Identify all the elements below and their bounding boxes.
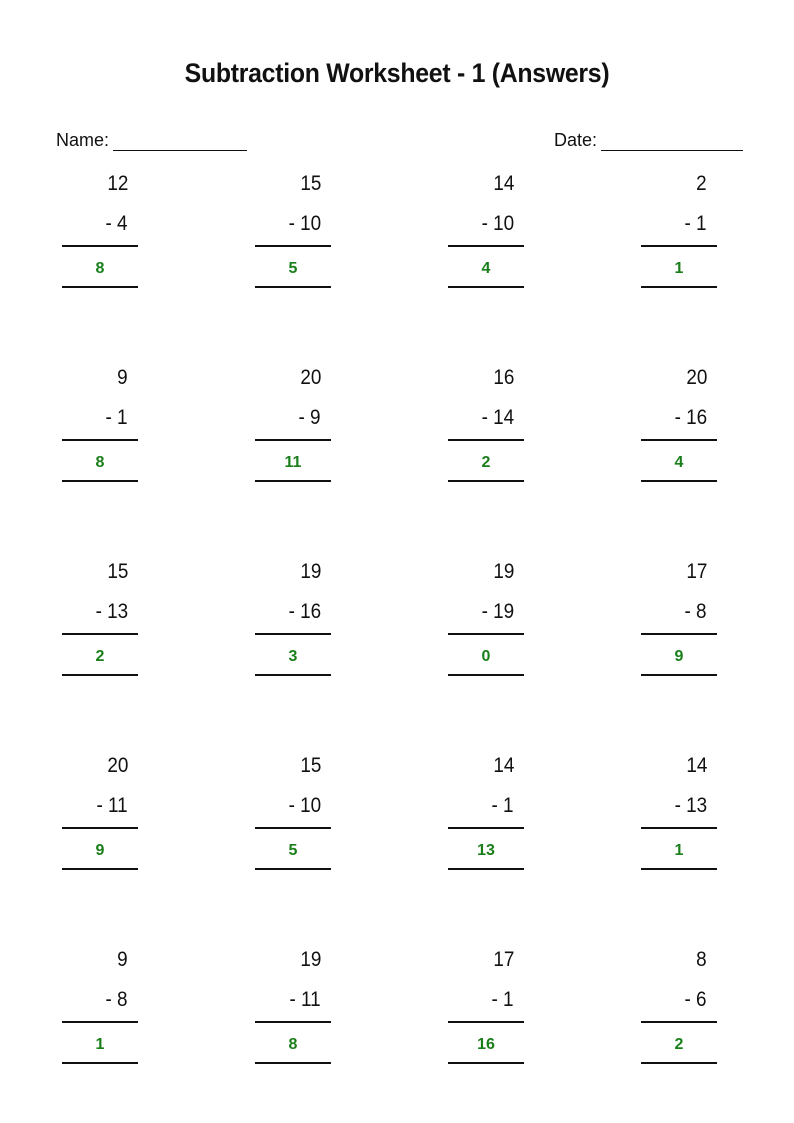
minuend: 20: [685, 366, 707, 389]
minuend: 19: [492, 560, 514, 583]
minuend: 15: [299, 172, 321, 195]
subtrahend: - 10: [481, 212, 514, 235]
difference-rule: [448, 633, 524, 635]
subtraction-problem: [62, 556, 138, 686]
subtrahend: - 11: [289, 988, 321, 1011]
subtraction-problem: [641, 362, 717, 492]
subtrahend: - 11: [96, 794, 128, 817]
subtraction-problem: [641, 750, 717, 880]
minuend: 8: [696, 948, 707, 971]
answer: 0: [481, 648, 491, 665]
subtrahend: - 19: [481, 600, 514, 623]
answer-rule: [448, 286, 524, 288]
difference-rule: [62, 245, 138, 247]
answer-rule: [641, 286, 717, 288]
subtrahend: - 13: [674, 794, 707, 817]
name-label: Name:: [56, 130, 110, 150]
subtraction-problem: [255, 362, 331, 492]
answer: 16: [477, 1036, 495, 1053]
answer: 2: [481, 454, 491, 471]
answer-rule: [62, 674, 138, 676]
subtraction-problem: [255, 556, 331, 686]
minuend: 15: [106, 560, 128, 583]
minuend: 19: [299, 560, 321, 583]
minuend: 20: [106, 754, 128, 777]
answer: 9: [95, 842, 105, 859]
subtraction-problem: [62, 362, 138, 492]
subtraction-problem: [255, 168, 331, 298]
subtrahend: - 16: [288, 600, 321, 623]
answer-rule: [641, 674, 717, 676]
subtrahend: - 1: [491, 794, 514, 817]
minuend: 20: [299, 366, 321, 389]
difference-rule: [641, 633, 717, 635]
minuend: 9: [117, 366, 128, 389]
minuend: 9: [117, 948, 128, 971]
subtrahend: - 4: [105, 212, 128, 235]
answer-rule: [255, 286, 331, 288]
difference-rule: [62, 827, 138, 829]
subtraction-problem: [448, 556, 524, 686]
subtrahend: - 6: [684, 988, 707, 1011]
minuend: 12: [106, 172, 128, 195]
subtrahend: - 10: [288, 212, 321, 235]
answer-rule: [448, 480, 524, 482]
answer-rule: [641, 480, 717, 482]
answer: 1: [674, 260, 684, 277]
subtrahend: - 1: [684, 212, 707, 235]
minuend: 19: [299, 948, 321, 971]
difference-rule: [62, 633, 138, 635]
minuend: 2: [696, 172, 707, 195]
page-title: Subtraction Worksheet - 1 (Answers): [184, 58, 610, 88]
difference-rule: [641, 245, 717, 247]
answer: 4: [674, 454, 684, 471]
subtraction-problem: [62, 168, 138, 298]
subtrahend: - 14: [481, 406, 514, 429]
difference-rule: [255, 439, 331, 441]
subtrahend: - 10: [288, 794, 321, 817]
answer: 5: [288, 842, 298, 859]
answer-rule: [62, 1062, 138, 1064]
difference-rule: [448, 1021, 524, 1023]
answer: 2: [95, 648, 105, 665]
answer-rule: [641, 868, 717, 870]
minuend: 14: [685, 754, 707, 777]
answer-rule: [448, 674, 524, 676]
answer: 4: [481, 260, 491, 277]
minuend: 17: [685, 560, 707, 583]
subtraction-problem: [62, 750, 138, 880]
answer-rule: [448, 1062, 524, 1064]
difference-rule: [255, 633, 331, 635]
subtrahend: - 16: [674, 406, 707, 429]
difference-rule: [641, 827, 717, 829]
subtraction-problem: [448, 168, 524, 298]
subtrahend: - 8: [105, 988, 128, 1011]
difference-rule: [255, 827, 331, 829]
subtrahend: - 8: [684, 600, 707, 623]
subtraction-problem: [255, 944, 331, 1074]
difference-rule: [62, 439, 138, 441]
subtraction-problem: [641, 556, 717, 686]
answer-rule: [448, 868, 524, 870]
answer: 13: [477, 842, 495, 859]
subtraction-problem: [62, 944, 138, 1074]
subtraction-problem: [448, 362, 524, 492]
difference-rule: [448, 827, 524, 829]
answer: 8: [288, 1036, 298, 1053]
minuend: 17: [492, 948, 514, 971]
answer: 2: [674, 1036, 684, 1053]
difference-rule: [641, 1021, 717, 1023]
minuend: 14: [492, 172, 514, 195]
answer-rule: [641, 1062, 717, 1064]
subtraction-problem: [641, 168, 717, 298]
subtraction-problem: [448, 944, 524, 1074]
answer-rule: [62, 286, 138, 288]
subtrahend: - 1: [491, 988, 514, 1011]
difference-rule: [641, 439, 717, 441]
difference-rule: [255, 1021, 331, 1023]
answer-rule: [255, 674, 331, 676]
difference-rule: [255, 245, 331, 247]
difference-rule: [448, 439, 524, 441]
answer-rule: [255, 480, 331, 482]
answer: 3: [288, 648, 298, 665]
answer: 5: [288, 260, 298, 277]
subtraction-problem: [448, 750, 524, 880]
answer: 8: [95, 260, 105, 277]
answer-rule: [62, 480, 138, 482]
subtraction-problem: [641, 944, 717, 1074]
subtraction-problem: [255, 750, 331, 880]
answer: 8: [95, 454, 105, 471]
answer-rule: [62, 868, 138, 870]
minuend: 16: [492, 366, 514, 389]
answer: 11: [284, 454, 302, 471]
minuend: 14: [492, 754, 514, 777]
difference-rule: [62, 1021, 138, 1023]
answer: 1: [95, 1036, 105, 1053]
answer: 9: [674, 648, 684, 665]
answer-rule: [255, 1062, 331, 1064]
answer-rule: [255, 868, 331, 870]
minuend: 15: [299, 754, 321, 777]
date-label: Date:: [554, 130, 598, 150]
subtrahend: - 13: [95, 600, 128, 623]
subtrahend: - 9: [298, 406, 321, 429]
answer: 1: [674, 842, 684, 859]
subtrahend: - 1: [105, 406, 128, 429]
difference-rule: [448, 245, 524, 247]
